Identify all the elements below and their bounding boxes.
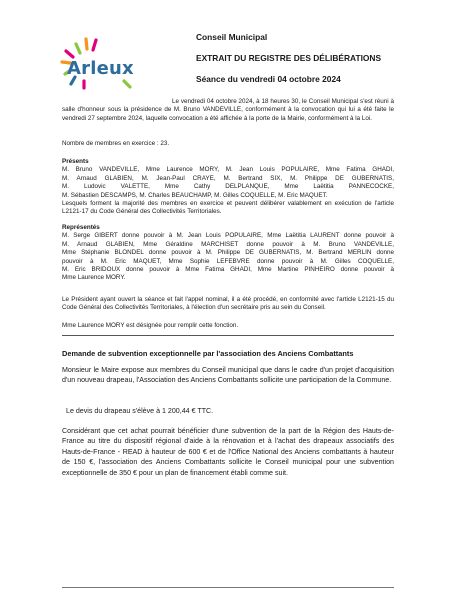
representes-title: Représentés: [62, 224, 100, 231]
arleux-logo: [60, 36, 142, 96]
presents-title: Présents: [62, 158, 89, 165]
session-date: Séance du vendredi 04 octobre 2024: [196, 74, 341, 84]
representes-line: pouvoir à M. Eric MAQUET, Mme Sophie LEFEBVRE donne pouvoir à M. Gilles COQUELLE,: [62, 257, 394, 265]
register-title: EXTRAIT DU REGISTRE DES DÉLIBÉRATIONS: [196, 53, 382, 63]
presents-line: M. Sébastien DESCAMPS, M. Charles BEAUCHAMP, M. Gilles COQUELLE, M. Eric MAQUET.: [62, 191, 328, 199]
quorum-note: Lesquels forment la majorité des membres en exercice et peuvent délibérer valablement en exécution de l'article L2121-17 du Code Général des Collectivités Territoriales.: [62, 200, 394, 216]
representes-line: M. Arnaud GLABIEN, Mme Géraldine MARCHISET donne pouvoir à M. Bruno VANDEVILLE,: [62, 240, 394, 248]
presents-line: M. Bruno VANDEVILLE, Mme Laurence MORY, M. Jean Louis POPULAIRE, Mme Fatima GHADI,: [62, 166, 394, 174]
presents-section: [62, 158, 394, 217]
representes-line: Mme Laurence MORY.: [62, 274, 126, 282]
deliberation-subject: Demande de subvention exceptionnelle par l'association des Anciens Combattants: [62, 349, 354, 358]
document-header: [196, 32, 426, 84]
secretary-paragraph: Mme Laurence MORY est désignée pour remplir cette fonction.: [62, 322, 239, 329]
section-divider: [62, 335, 394, 336]
main-paragraph-3: Considérant que cet achat pourrait bénéficier d'une subvention de la part de la Région des Hauts-de-France au titre du dispositif régional d'aide à la rénovation et à l'achat des drapeaux associatifs des Hauts-de-France - READ à hauteur de 600 € et de l'Office National des Anciens combattants à hauteur de 150 €, l'association des Anciens Combattants sollicite le Conseil municipal pour une subvention exceptionnelle de 350 € pour un plan de financement établi comme suit.: [62, 427, 394, 477]
opening-paragraph: Le Président ayant ouvert la séance et fait l'appel nominal, il a été procédé, en conformité avec l'article L2121-15 du Code Général des Collectivités Territoriales, à l'élection d'un secrétaire pris au sein du Conseil.: [62, 296, 394, 312]
presents-line: M. Ludovic VALETTE, Mme Cathy DELPLANQUE, Mme Laëtitia PANNECOCKE,: [62, 183, 394, 191]
representes-line: M. Serge GIBERT donne pouvoir à M. Jean Louis POPULAIRE, Mme Laëtitia LAURENT donne pouvoir à: [62, 232, 394, 240]
council-title: Conseil Municipal: [196, 32, 268, 42]
footer-divider: [62, 587, 394, 588]
representes-section: [62, 224, 394, 283]
representes-line: M. Eric BRIDOUX donne pouvoir à Mme Fatima GHADI, Mme Martine PINHEIRO donne pouvoir à: [62, 266, 394, 274]
presents-line: M. Arnaud GLABIEN, M. Jean-Paul CRAYE, M. Bertrand SIX, M. Philippe DE GUBERNATIS,: [62, 174, 394, 182]
representes-line: Mme Stéphanie BLONDEL donne pouvoir à M. Philippe DE GUBERNATIS, M. Bertrand MERLIN donne: [62, 249, 394, 257]
main-paragraph-1: Monsieur le Maire expose aux membres du Conseil municipal que dans le cadre d'un projet d'acquisition d'un nouveau drapeau, l'Association des Anciens Combattants sollicite une participation de la Commune.: [62, 366, 394, 385]
members-count: Nombre de membres en exercice : 23.: [62, 140, 170, 147]
logo-text: Arleux: [67, 58, 134, 79]
intro-paragraph: Le vendredi 04 octobre 2024, à 18 heures 30, le Conseil Municipal s'est réuni à salle d'honneur sous la présidence de M. Bruno VANDEVILLE, conformément à la convocation qui lui a été faite le vendredi 27 septembre 2024, laquelle convocation a été affichée à la porte de la Mairie, conformément à la Loi.: [62, 98, 394, 122]
main-paragraph-2: Le devis du drapeau s'élève à 1 200,44 € TTC.: [66, 407, 214, 415]
